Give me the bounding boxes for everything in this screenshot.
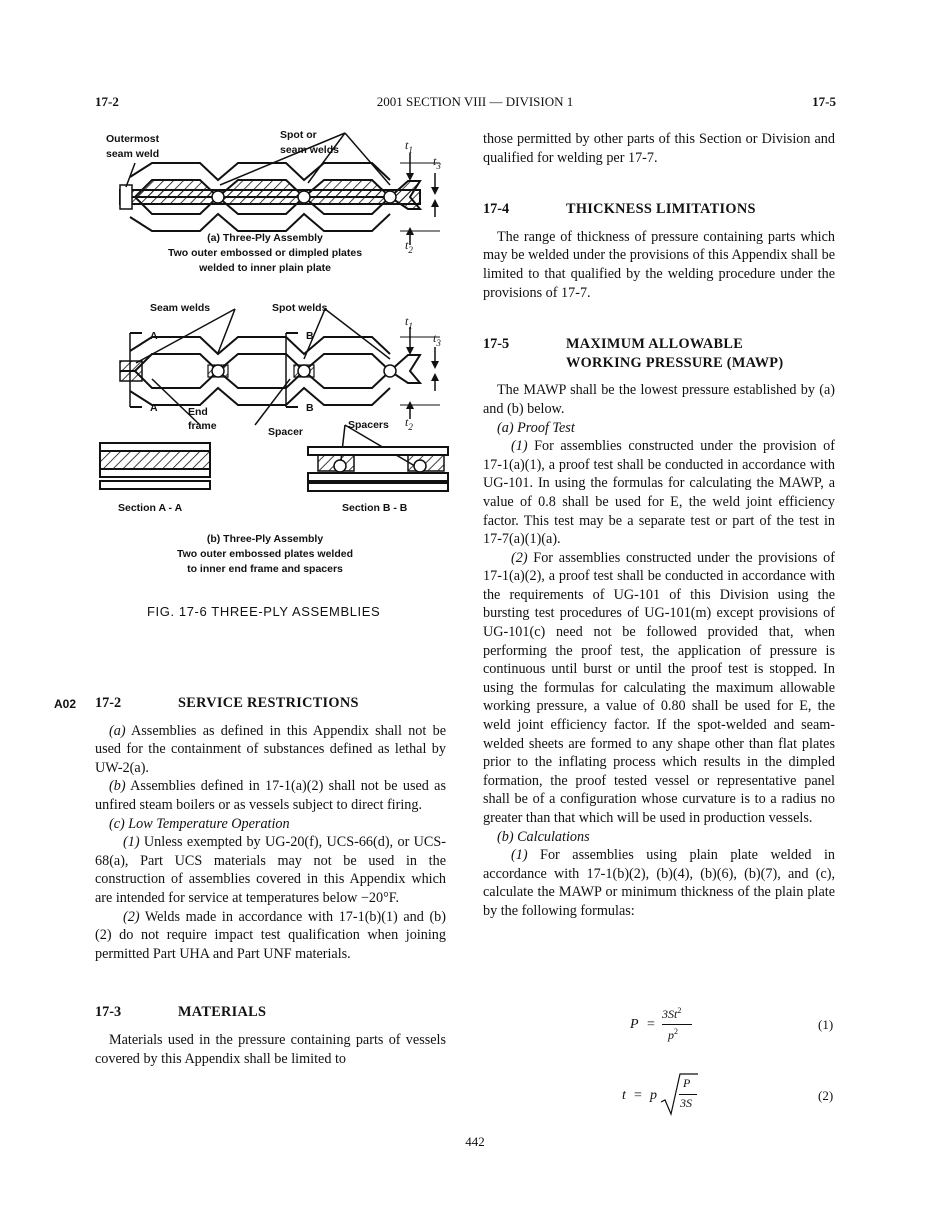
para-c2: (2) Welds made in accordance with 17-1(b)(1) and (b)(2) do not require impact test qualification when joining permitted Part UHA and Part UNF materials. [95, 908, 446, 962]
assembly-a-caption-1: (a) Three-Ply Assembly [207, 232, 323, 244]
assembly-b-caption-2: Two outer embossed plates welded [176, 548, 354, 560]
t3-label-a: $t_3$ [433, 154, 441, 171]
eq2-number: (2) [818, 1088, 834, 1103]
para-a2: (2) For assemblies constructed under the provisions of 17-1(a)(2), a proof test shall be conducted in accordance with the requirements of UG-101 of this Division using the bursting test procedures of UG-101(m) except provisions of UG-101(c) need not be followed provided that, when performing the proof test, the application of pressure is continuous until burst or until the proof test is stopped. In using the formulas for calculating the maximum allowable working pressure, a value of 0.80 shall be used for E, the weld joint efficiency factor. If the spot-welded and seam-welded sheets are formed to any shape other than flat plates prior to the inflating process which results in the dimpled formation, the proof tested vessel or representative panel shall be of a configuration whose curvature is to a radius no greater than that which will be used in production vessels. [483, 549, 835, 826]
para-b: (b) Assemblies defined in 17-1(a)(2) shall not be used as unfired steam boilers or as vessels subject to direct firing. [95, 778, 446, 813]
assembly-a-caption-2: Two outer embossed or dimpled plates [167, 247, 363, 259]
para-thickness: The range of thickness of pressure containing parts which may be welded under the provisions of this Appendix shall be limited to that qualified by the welding procedure under the provisions of 17-7. [483, 228, 835, 301]
para-c1: (1) Unless exempted by UG-20(f), UCS-66(d), or UCS-68(a), Part UCS materials may not be used in the construction of assemblies covered in this Appendix which are intended for service at temperatures below −20°F. [95, 834, 446, 906]
spacers-label: Spacers [348, 419, 389, 431]
para-mawp: The MAWP shall be the lowest pressure established by (a) and (b) below. [483, 382, 835, 417]
section-number: 17-4 [483, 201, 510, 218]
section-number: 17-5 [483, 336, 510, 353]
outermost-label-2: seam weld [106, 148, 160, 160]
section-b-marker-bottom: B [306, 402, 314, 414]
section-17-3-heading [95, 1003, 446, 1022]
spacer-label: Spacer [268, 426, 304, 438]
three-ply-figure [90, 125, 460, 585]
spot-label-2: seam welds [280, 144, 339, 156]
end-frame-label-1: End [188, 406, 208, 418]
left-column [95, 694, 446, 1068]
assembly-b-caption-1: (b) Three-Ply Assembly [206, 533, 324, 545]
assembly-a-caption-3: welded to inner plain plate [199, 262, 331, 274]
header-left: 17-2 [95, 94, 119, 109]
eq1-fraction-bar [662, 1024, 692, 1025]
section-17-4-heading [483, 200, 835, 219]
para-a: (a) Assemblies as defined in this Appendix shall not be used for the containment of substances defined as lethal by UW-2(a). [95, 722, 446, 776]
para-c-heading: (c) Low Temperature Operation [109, 815, 290, 832]
revision-margin-mark: A02 [54, 697, 77, 711]
seam-welds-label: Seam welds [150, 302, 211, 314]
header-right: 17-5 [812, 94, 836, 109]
section-a-label: Section A - A [118, 502, 183, 514]
section-b-label: Section B - B [342, 502, 408, 514]
spot-label-1: Spot or [280, 129, 317, 141]
t1-label-b: $t_1$ [405, 314, 413, 331]
eq1-lhs: P [630, 1017, 639, 1032]
section-title: SERVICE RESTRICTIONS [178, 695, 359, 711]
t1-label-a: $t_1$ [405, 138, 413, 155]
section-title: MAXIMUM ALLOWABLE WORKING PRESSURE (MAWP) [566, 336, 784, 371]
para-continuation: those permitted by other parts of this Section or Division and qualified for welding per 17-7. [483, 131, 835, 166]
section-17-2-heading [95, 694, 446, 713]
eq2-equals: = [634, 1088, 642, 1103]
section-number: 17-2 [95, 695, 122, 711]
section-b-marker-top: B [306, 330, 314, 342]
eq1-numerator: 3St$^2$ [662, 1006, 682, 1021]
spot-welds-label: Spot welds [272, 302, 328, 314]
eq1-number: (1) [818, 1017, 834, 1032]
eq2-denominator: 3S [680, 1096, 692, 1110]
t3-label-b: $t_3$ [433, 331, 441, 348]
eq2-p: p [650, 1088, 657, 1103]
t2-label-a: $t_2$ [405, 238, 413, 255]
page-number: 442 [465, 1134, 485, 1149]
section-17-5-heading [483, 335, 835, 372]
para-proof-test-heading: (a) Proof Test [497, 419, 575, 436]
section-a-drawing [100, 443, 210, 489]
section-title: THICKNESS LIMITATIONS [566, 201, 756, 218]
para-b1: (1) For assemblies using plain plate welded in accordance with 17-1(b)(2), (b)(4), (b)(6), (b)(7), and (c), calculate the MAWP or minimum thickness of the plain plate by the following formulas: [483, 847, 835, 919]
assembly-b-caption-3: to inner end frame and spacers [187, 563, 343, 575]
para-a1: (1) For assemblies constructed under the provision of 17-1(a)(1), a proof test shall be conducted in accordance with UG-101. In using the formulas for calculating the MAWP, a value of 0.8 shall be used for E, the weld joint efficiency factor. This test may be a separate test or part of the test in 17-7(a)(1)(a). [483, 438, 835, 548]
eq2-lhs: t [622, 1088, 626, 1103]
section-a-marker-top: A [150, 330, 158, 342]
section-number: 17-3 [95, 1004, 122, 1021]
eq1-equals: = [647, 1017, 655, 1032]
eq2-numerator: P [683, 1076, 691, 1090]
para-materials: Materials used in the pressure containing parts of vessels covered by this Appendix shall be limited to [95, 1031, 446, 1067]
eq1-denominator: $p^2$ [668, 1027, 678, 1042]
section-b-drawing [308, 447, 448, 491]
outermost-label-1: Outermost [106, 133, 160, 145]
figure-caption: FIG. 17-6 THREE-PLY ASSEMBLIES [147, 604, 381, 619]
t2-label-b: $t_2$ [405, 415, 413, 432]
header-center: 2001 SECTION VIII — DIVISION 1 [376, 94, 574, 109]
para-calculations-heading: (b) Calculations [497, 828, 590, 845]
section-a-marker-bottom: A [150, 402, 158, 414]
eq2-fraction-bar [679, 1094, 697, 1095]
section-title: MATERIALS [178, 1004, 267, 1021]
right-column [483, 130, 835, 921]
end-frame-label-2: frame [188, 420, 217, 432]
